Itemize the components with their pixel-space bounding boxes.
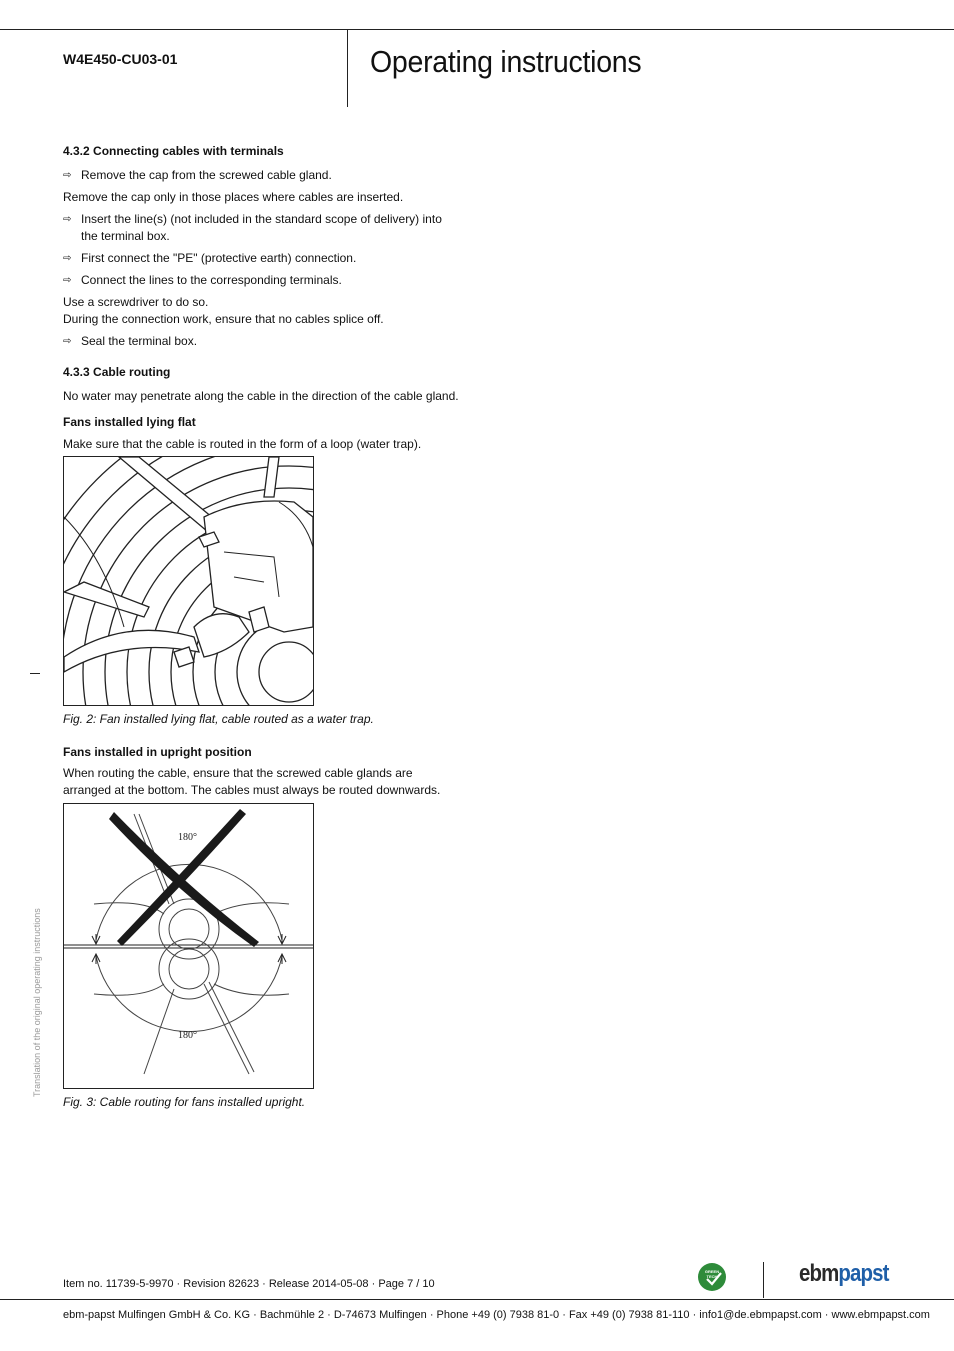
step-text: First connect the "PE" (protective earth) connection. [81,251,357,265]
green-tech-badge-icon [698,1263,726,1291]
arrow-icon: ⇨ [63,214,72,225]
subheading-upright: Fans installed in upright position [63,745,252,759]
logo-part-ebm: ebm [799,1260,839,1287]
arrow-icon: ⇨ [63,170,72,181]
arrow-icon: ⇨ [63,336,72,347]
section-heading-4-3-3: 4.3.3 Cable routing [63,365,171,379]
note-text: Remove the cap only in those places where cables are inserted. [63,190,404,204]
ebmpapst-logo [799,1260,889,1288]
arrow-icon: ⇨ [63,253,72,264]
side-note: Translation of the original operating instructions [32,908,42,1097]
footer-address: ebm-papst Mulfingen GmbH & Co. KG · Bachmühle 2 · D-74673 Mulfingen · Phone +49 (0) 7938 81-0 · Fax +49 (0) 7938 81-110 · info1@de.ebmpapst.com · www.ebmpapst.com [63,1309,930,1321]
model-number: W4E450-CU03-01 [63,51,178,67]
fan-upright-illustration [64,804,313,1088]
figure-fan-upright [63,803,314,1089]
upright-text-line-2: arranged at the bottom. The cables must always be routed downwards. [63,783,441,797]
angle-label-bottom: 180° [178,1030,197,1041]
margin-mark [30,673,40,674]
note-text: During the connection work, ensure that no cables splice off. [63,312,384,326]
fan-lying-flat-illustration [64,457,313,705]
arrow-icon: ⇨ [63,275,72,286]
step-text: Seal the terminal box. [81,334,198,348]
figure-fan-lying-flat [63,456,314,706]
angle-label-top: 180° [178,832,197,843]
note-text: Use a screwdriver to do so. [63,295,209,309]
step-text: Connect the lines to the corresponding terminals. [81,273,342,287]
header-divider [347,29,348,107]
footer-rule [0,1299,954,1300]
page-title: Operating instructions [370,44,642,79]
upright-text-line-1: When routing the cable, ensure that the screwed cable glands are [63,766,413,780]
logo-part-papst: papst [838,1260,889,1287]
header-top-rule [0,29,954,30]
check-icon [706,1272,722,1286]
footer-divider [763,1262,764,1298]
figure-2-caption: Fig. 2: Fan installed lying flat, cable routed as a water trap. [63,712,374,726]
badge-text: GREEN TECH [704,1269,720,1279]
step-text: Remove the cap from the screwed cable gland. [81,168,332,182]
lying-flat-text: Make sure that the cable is routed in the form of a loop (water trap). [63,437,422,451]
section-heading-4-3-2: 4.3.2 Connecting cables with terminals [63,144,284,158]
intro-text: No water may penetrate along the cable in the direction of the cable gland. [63,389,459,403]
subheading-lying-flat: Fans installed lying flat [63,415,196,429]
step-text: Insert the line(s) (not included in the standard scope of delivery) into the terminal box. [81,212,442,243]
footer-item-info: Item no. 11739-5-9970 · Revision 82623 · Release 2014-05-08 · Page 7 / 10 [63,1278,435,1290]
figure-3-caption: Fig. 3: Cable routing for fans installed upright. [63,1095,306,1109]
